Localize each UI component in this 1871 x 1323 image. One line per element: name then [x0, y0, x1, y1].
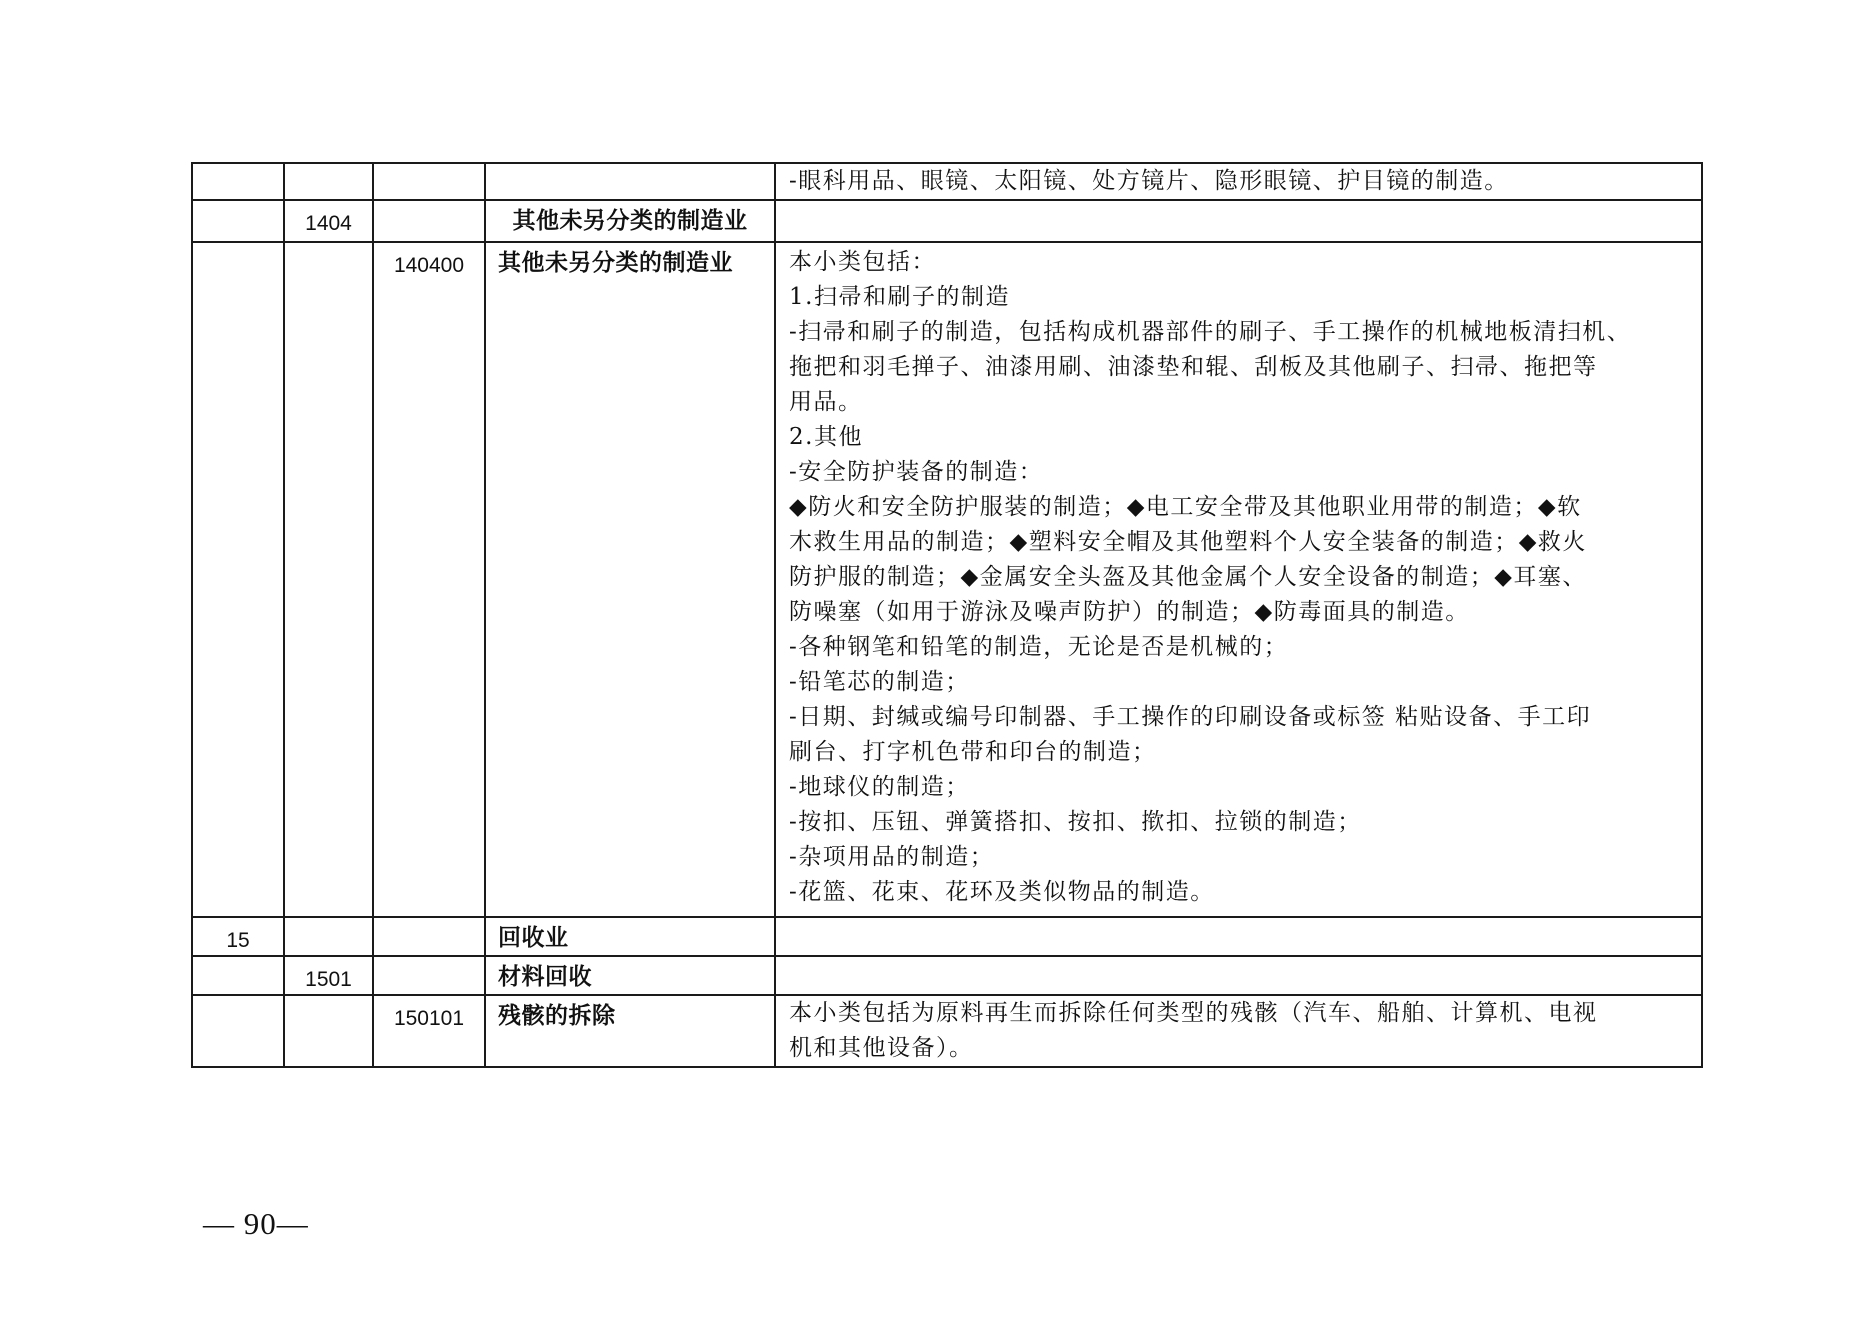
- class-code-cell: [373, 956, 485, 995]
- division-code-cell: [284, 163, 373, 200]
- category-name-cell: [485, 200, 775, 242]
- category-name-cell: [485, 242, 775, 917]
- category-name: 其他未另分类的制造业: [512, 208, 748, 234]
- description-line: 防护服的制造；◆金属安全头盔及其他金属个人安全设备的制造；◆耳塞、: [789, 564, 1587, 590]
- section-code-cell: [192, 163, 284, 200]
- category-name-cell: [485, 956, 775, 995]
- division-code-cell: [284, 917, 373, 956]
- category-name: 回收业: [498, 925, 569, 951]
- class-code-cell: [373, 242, 485, 917]
- description-text: [776, 243, 1701, 910]
- classification-table: [191, 162, 1703, 1068]
- description-line: -花篮、花束、花环及类似物品的制造。: [789, 879, 1215, 905]
- section-code: 15: [226, 929, 250, 952]
- description-text: [776, 996, 1701, 1066]
- class-code-cell: [373, 200, 485, 242]
- description-cell: [775, 200, 1702, 242]
- division-code-cell: [284, 200, 373, 242]
- description-line: -日期、封缄或编号印制器、手工操作的印刷设备或标签 粘贴设备、手工印: [789, 704, 1592, 730]
- description-line: -按扣、压钮、弹簧搭扣、按扣、揿扣、拉锁的制造；: [789, 809, 1362, 835]
- description-line: ◆防火和安全防护服装的制造；◆电工安全带及其他职业用带的制造；◆软: [789, 494, 1582, 520]
- division-code: 1404: [305, 212, 352, 235]
- section-code-cell: [192, 956, 284, 995]
- section-code-cell: [192, 200, 284, 242]
- description-line: -安全防护装备的制造：: [789, 459, 1044, 485]
- description-line: -地球仪的制造；: [789, 774, 970, 800]
- category-name: 其他未另分类的制造业: [498, 250, 733, 276]
- description-line: -各种钢笔和铅笔的制造，无论是否是机械的；: [789, 634, 1289, 660]
- category-name-cell: [485, 995, 775, 1067]
- description-line: 木救生用品的制造；◆塑料安全帽及其他塑料个人安全装备的制造；◆救火: [789, 529, 1587, 555]
- category-name-cell: [485, 163, 775, 200]
- description-line: 拖把和羽毛掸子、油漆用刷、油漆垫和辊、刮板及其他刷子、扫帚、拖把等: [789, 354, 1598, 380]
- division-code-cell: [284, 995, 373, 1067]
- description-cell: [775, 956, 1702, 995]
- category-name-cell: [485, 917, 775, 956]
- description-line: 2.其他: [789, 424, 863, 450]
- table-row: [192, 917, 1702, 956]
- description-line: -杂项用品的制造；: [789, 844, 995, 870]
- division-code: 1501: [305, 968, 352, 991]
- description-cell: [775, 242, 1702, 917]
- page-number: — 90—: [203, 1206, 309, 1241]
- description-line: 用品。: [789, 389, 863, 415]
- description-line: -眼科用品、眼镜、太阳镜、处方镜片、隐形眼镜、护目镜的制造。: [789, 168, 1509, 194]
- class-code-cell: [373, 917, 485, 956]
- section-code-cell: [192, 917, 284, 956]
- description-line: 机和其他设备）。: [789, 1035, 974, 1061]
- description-line: 刷台、打字机色带和印台的制造；: [789, 739, 1157, 765]
- table-row: [192, 200, 1702, 242]
- class-code-cell: [373, 995, 485, 1067]
- table-row: [192, 956, 1702, 995]
- section-code-cell: [192, 995, 284, 1067]
- description-line: 本小类包括为原料再生而拆除任何类型的残骸（汽车、船舶、计算机、电视: [789, 1000, 1598, 1026]
- description-cell: [775, 917, 1702, 956]
- class-code-cell: [373, 163, 485, 200]
- description-line: 1.扫帚和刷子的制造: [789, 284, 1010, 310]
- table-row: [192, 995, 1702, 1067]
- category-name: 残骸的拆除: [498, 1003, 616, 1029]
- table-row: [192, 242, 1702, 917]
- class-code: 140400: [393, 254, 465, 277]
- description-line: 防噪塞（如用于游泳及噪声防护）的制造；◆防毒面具的制造。: [789, 599, 1470, 625]
- description-line: -扫帚和刷子的制造，包括构成机器部件的刷子、手工操作的机械地板清扫机、: [789, 319, 1632, 345]
- description-text: [776, 164, 1701, 199]
- description-line: 本小类包括：: [789, 249, 936, 275]
- description-line: -铅笔芯的制造；: [789, 669, 970, 695]
- description-cell: [775, 163, 1702, 200]
- section-code-cell: [192, 242, 284, 917]
- table-row: [192, 163, 1702, 200]
- division-code-cell: [284, 956, 373, 995]
- category-name: 材料回收: [498, 964, 592, 990]
- description-cell: [775, 995, 1702, 1067]
- class-code: 150101: [393, 1007, 465, 1030]
- division-code-cell: [284, 242, 373, 917]
